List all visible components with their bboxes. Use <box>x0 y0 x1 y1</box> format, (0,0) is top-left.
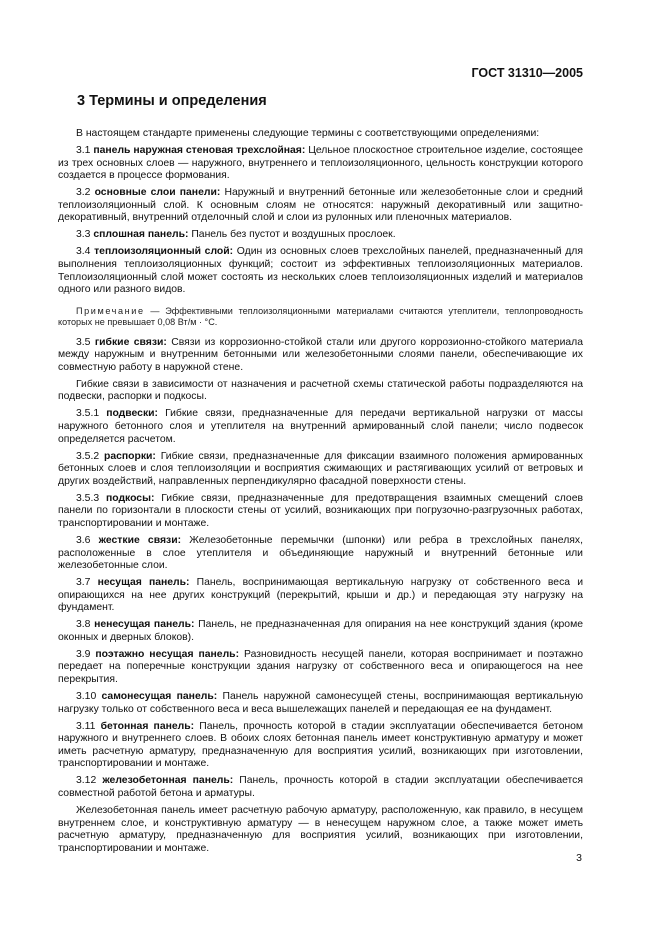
definition-paragraph <box>58 649 583 687</box>
paragraph-text: Гибкие связи в зависимости от назначения и расчетной схемы статической работы подразделяются на подвески, распорки и подкосы. <box>58 378 583 403</box>
term-number: 3.10 <box>76 691 102 703</box>
definition-paragraph <box>58 187 583 225</box>
term-definition: Панель, воспринимающая вертикальную нагрузку от собственного веса и опирающихся на нее других конструкций (перекрытий, крыши и др.) и передающая эту нагрузку на фундамент. <box>58 577 583 614</box>
term-definition: Панель наружной самонесущей стены, воспринимающая вертикальную нагрузку только от собственного веса и веса вышележащих панелей и передающая ее на фундамент. <box>58 691 583 715</box>
term-name: теплоизоляционный слой: <box>94 246 234 258</box>
term-name: железобетонная панель: <box>102 775 234 787</box>
definition-paragraph <box>58 493 583 531</box>
definition-paragraph <box>58 721 583 771</box>
body-paragraph <box>58 805 583 855</box>
term-definition: Гибкие связи, предназначенные для предотвращения взаимных смещений слоев панели по горизонтали в плоскости стены от усилий, возникающих при погрузочно-разгрузочных работах, транспортировании и монтаже. <box>58 492 583 529</box>
term-number: 3.9 <box>76 648 96 660</box>
definition-paragraph <box>58 775 583 800</box>
term-definition: Связи из коррозионно-стойкой стали или другого коррозионно-стойкого материала между наружным и внутренним бетонными или железобетонными слоями панели, обеспечивающие их совместную работу в наружной стене. <box>58 336 583 373</box>
term-number: 3.4 <box>76 246 95 258</box>
term-number: 3.5.3 <box>76 492 106 504</box>
section-title: 3 Термины и определения <box>77 93 267 109</box>
term-number: 3.5.2 <box>76 450 104 462</box>
term-definition: Панель, прочность которой в стадии эксплуатации обеспечивается бетоном наружного и внутреннего слоев. В обоих слоях бетонная панель имеет конструктивную арматуру и может иметь расчетную арматуру, предназначенную для восприятия усилий, возникающих при изготовлении, транспортировании и монтаже. <box>58 720 584 770</box>
term-name: самонесущая панель: <box>101 691 218 703</box>
term-definition: Разновидность несущей панели, которая воспринимает и поэтажно передает на поперечные конструкции здания нагрузку от собственного веса и опирающегося на нее перекрытия. <box>58 648 583 686</box>
definition-paragraph <box>58 246 583 296</box>
definition-paragraph <box>58 451 583 489</box>
term-number: 3.5.1 <box>76 408 107 420</box>
definition-paragraph <box>58 337 583 375</box>
term-name: подвески: <box>106 408 158 420</box>
term-number: 3.5 <box>76 336 95 348</box>
term-definition: Гибкие связи, предназначенные для фиксации взаимного положения армированных бетонных слоев и слоя теплоизоляции и восприятия сжимающих и растягивающих усилий от ветровых и других воздействий, направленных перпендикулярно фасадной поверхности стены. <box>58 450 584 487</box>
note-paragraph <box>58 306 583 328</box>
document-body <box>58 128 583 860</box>
term-definition: Цельное плоскостное строительное изделие, состоящее из трех основных слоев — наружного, внутреннего и теплоизоляционного, цельность конструкции которого создается в процессе формования. <box>58 144 583 182</box>
term-number: 3.12 <box>76 775 103 787</box>
term-definition: Гибкие связи, предназначенные для передачи вертикальной нагрузки от массы наружного бетонного слоя и утеплителя на внутренний армированный слой панели; число подвесок определяется расчетом. <box>58 408 583 445</box>
term-name: поэтажно несущая панель: <box>95 648 240 660</box>
term-name: жесткие связи: <box>98 534 182 546</box>
term-number: 3.8 <box>76 619 95 631</box>
term-name: распорки: <box>103 450 156 462</box>
term-number: 3.2 <box>76 187 95 199</box>
term-name: основные слои панели: <box>94 187 221 199</box>
term-name: гибкие связи: <box>94 336 167 348</box>
term-number: 3.1 <box>76 144 94 156</box>
term-definition: Железобетонные перемычки (шпонки) или ребра в трехслойных панелях, расположенные в слое утеплителя и объединяющие наружный и внутренний бетонные или железобетонные слои. <box>58 534 583 572</box>
term-number: 3.7 <box>76 577 98 589</box>
definition-paragraph <box>58 619 583 644</box>
note-text: — Эффективными теплоизоляционными материалами считаются утеплители, теплопроводность которых не превышает 0,08 Вт/м · °С. <box>58 305 583 327</box>
term-name: сплошная панель: <box>93 229 189 241</box>
term-definition: Наружный и внутренний бетонные или железобетонные слои и средний теплоизоляционный слой. К основным слоям не относятся: наружный декоративный или защитно-декоративный, внутренний отделочный слой и слои из рулонных или пленочных материалов. <box>58 187 583 224</box>
definition-paragraph <box>58 535 583 573</box>
term-number: 3.3 <box>76 229 94 241</box>
term-name: бетонная панель: <box>100 720 195 732</box>
term-definition: Панель без пустот и воздушных прослоек. <box>188 229 396 241</box>
term-name: панель наружная стеновая трехслойная: <box>93 144 306 156</box>
term-definition: Панель, не предназначенная для опирания на нее конструкций здания (кроме оконных и дверных блоков). <box>58 619 584 643</box>
definition-paragraph <box>58 229 583 242</box>
definition-paragraph <box>58 691 583 716</box>
definition-paragraph <box>58 145 583 183</box>
definition-paragraph <box>58 408 583 446</box>
paragraph-text: Железобетонная панель имеет расчетную рабочую арматуру, расположенную, как правило, в несущем внутреннем слое, и конструктивную арматуру — в ненесущем наружном слое, а также может иметь расчетную арматуру, предназначенную для восприятия усилий, возникающих при изготовлении, транспортировании и монтаже. <box>58 804 583 854</box>
note-label: Примечание <box>76 305 145 316</box>
page-number: 3 <box>576 852 582 864</box>
definition-paragraph <box>58 577 583 615</box>
document-code: ГОСТ 31310—2005 <box>471 66 583 80</box>
body-paragraph <box>58 379 583 404</box>
term-definition: Панель, прочность которой в стадии эксплуатации обеспечивается совместной работой бетона и арматуры. <box>58 775 584 799</box>
term-definition: Один из основных слоев трехслойных панелей, предназначенный для выполнения теплоизоляционных функций; состоит из эффективных теплоизоляционных материалов. Теплоизоляционный слой может состоять из нескольких слоев теплоизоляционных изделий и материалов одного или разного видов. <box>58 246 583 296</box>
term-name: ненесущая панель: <box>94 619 195 631</box>
term-number: 3.6 <box>76 534 99 546</box>
term-number: 3.11 <box>76 720 101 732</box>
intro-paragraph: В настоящем стандарте применены следующие термины с соответствующими определениями: <box>76 128 540 139</box>
term-name: несущая панель: <box>97 577 190 589</box>
term-name: подкосы: <box>105 492 155 504</box>
